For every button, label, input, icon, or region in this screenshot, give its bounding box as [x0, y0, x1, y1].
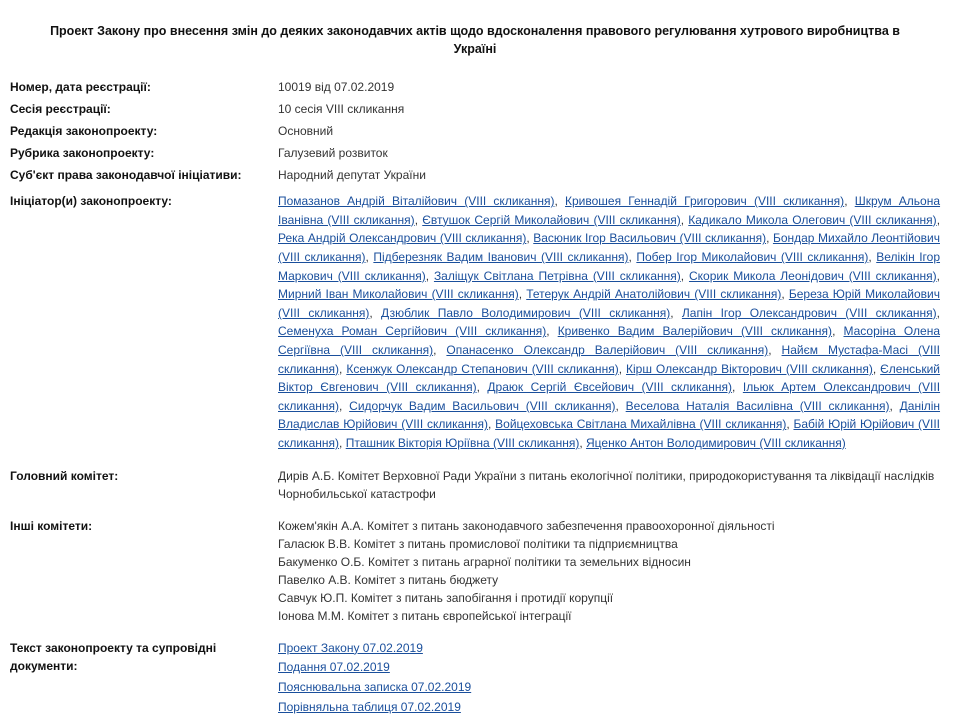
other-committee-line: Савчук Ю.П. Комітет з питань запобігання і протидії корупції: [278, 590, 614, 605]
document-link[interactable]: Порівняльна таблиця 07.02.2019: [278, 699, 461, 714]
initiator-link[interactable]: Лапін Ігор Олександрович (VIII скликання): [681, 305, 937, 320]
initiators-value: [278, 186, 940, 454]
initiator-link[interactable]: Дзюблик Павло Володимирович (VIII скликання): [381, 305, 671, 320]
initiators-list: Помазанов Андрій Віталійович (VIII скликання), Кривошея Геннадій Григорович (VIII скликання), Шкрум Альона Іванівна (VIII скликання), Євтушок Сергій Миколайович (VIII скликання), Кадикало Микола Олегович (VIII скликання), Река Андрій Олександрович (VIII скликання), Васюник Ігор Васильович (VIII скликання), Бондар Михайло Леонтійович (VIII скликання), Підберезняк Вадим Іванович (VIII скликання), Побер Ігор Миколайович (VIII скликання), Велікін Ігор Маркович (VIII скликання), Заліщук Світлана Петрівна (VIII скликання), Скорик Микола Леонідович (VIII скликання), Мирний Іван Миколайович (VIII скликання), Тетерук Андрій Анатолійович (VIII скликання), Береза Юрій Миколайович (VIII скликання), Дзюблик Павло Володимирович (VIII скликання), Лапін Ігор Олександрович (VIII скликання), Семенуха Роман Сергійович (VIII скликання), Кривенко Вадим Валерійович (VIII скликання), Масоріна Олена Сергіївна (VIII скликання), Опанасенко Олександр Валерійович (VIII скликання), Найєм Мустафа-Масі (VIII скликання), Ксенжук Олександр Степанович (VIII скликання), Кірш Олександр Вікторович (VIII скликання), Єленський Віктор Євгенович (VIII скликання), Драюк Сергій Євсейович (VIII скликання), Ільюк Артем Олександрович (VIII скликання), Сидорчук Вадим Васильович (VIII скликання), Веселова Наталія Василівна (VIII скликання), Данілін Владислав Юрійович (VIII скликання), Войцеховська Світлана Михайлівна (VIII скликання), Бабій Юрій Юрійович (VIII скликання), Пташник Вікторія Юріївна (VIII скликання), Яценко Антон Володимирович (VIII скликання): [278, 194, 941, 450]
initiator-link[interactable]: Драюк Сергій Євсейович (VIII скликання): [487, 380, 733, 395]
initiator-link[interactable]: Бабій Юрій Юрійович (VIII скликання): [278, 417, 941, 450]
initiator-link[interactable]: Велікін Ігор Маркович (VIII скликання): [278, 250, 941, 283]
revision-label: Редакція законопроекту:: [10, 124, 158, 139]
number-date-label: Номер, дата реєстрації:: [10, 80, 151, 95]
initiator-link[interactable]: Ільюк Артем Олександрович (VIII скликання): [278, 380, 941, 413]
initiator-link[interactable]: Река Андрій Олександрович (VIII скликання): [278, 231, 527, 246]
initiator-link[interactable]: Найєм Мустафа-Масі (VIII скликання): [278, 343, 940, 376]
table-row: [10, 515, 940, 627]
session-value: 10 сесія VIII скликання: [278, 102, 405, 117]
documents-value: [278, 637, 940, 720]
initiator-link[interactable]: Пташник Вікторія Юріївна (VIII скликання): [345, 435, 580, 450]
table-row: [10, 120, 940, 142]
table-row: [10, 76, 940, 98]
initiator-link[interactable]: Опанасенко Олександр Валерійович (VIII скликання): [446, 343, 769, 357]
initiator-link[interactable]: Кривенко Вадим Валерійович (VIII скликання): [557, 324, 833, 339]
table-row: [10, 186, 940, 454]
main-committee-value: [278, 465, 940, 505]
initiator-link[interactable]: Кривошея Геннадій Григорович (VIII скликання): [565, 194, 845, 209]
table-row: [10, 98, 940, 120]
other-committees-label: Інші комітети:: [10, 518, 93, 533]
initiator-link[interactable]: Масоріна Олена Сергіївна (VIII скликання): [278, 324, 940, 357]
other-committee-line: Кожем'якін А.А. Комітет з питань законодавчого забезпечення правоохоронної діяльності: [278, 518, 775, 533]
other-committees-value: [278, 515, 940, 627]
initiator-link[interactable]: Заліщук Світлана Петрівна (VIII скликання): [433, 268, 681, 283]
table-row: [10, 142, 940, 164]
document-link[interactable]: Пояснювальна записка 07.02.2019: [278, 680, 472, 695]
table-row: [10, 465, 940, 505]
other-committees-lines: [278, 517, 940, 625]
other-committee-line: Павелко А.В. Комітет з питань бюджету: [278, 572, 499, 587]
subject-label: Суб'єкт права законодавчої ініціативи:: [10, 168, 242, 183]
document-link[interactable]: Проект Закону 07.02.2019: [278, 640, 423, 655]
table-row: [10, 164, 940, 186]
initiator-link[interactable]: Мирний Іван Миколайович (VIII скликання): [278, 287, 519, 302]
initiator-link[interactable]: Шкрум Альона Іванівна (VIII скликання): [278, 194, 941, 227]
initiator-link[interactable]: Кірш Олександр Вікторович (VIII скликання): [626, 361, 873, 376]
table-row: [10, 637, 940, 720]
session-label: Сесія реєстрації:: [10, 102, 111, 117]
rubric-label: Рубрика законопроекту:: [10, 146, 155, 161]
spacer-row: [10, 455, 940, 465]
page-title: Проект Закону про внесення змін до деяких законодавчих актів щодо вдосконалення правового регулювання хутрового виробництва в Україні: [50, 24, 900, 57]
main-committee-line: Чорнобильської катастрофи: [278, 486, 436, 501]
initiator-link[interactable]: Ксенжук Олександр Степанович (VIII скликання): [346, 361, 619, 376]
spacer-row: [10, 505, 940, 515]
initiator-link[interactable]: Веселова Наталія Василівна (VIII скликання): [625, 398, 890, 413]
initiator-link[interactable]: Бондар Михайло Леонтійович (VIII скликання): [278, 231, 940, 265]
rubric-value: Галузевий розвиток: [278, 146, 388, 161]
documents-label: Текст законопроекту та супровідні документи:: [10, 640, 217, 673]
other-committee-line: Галасюк В.В. Комітет з питань промислової політики та підприємництва: [278, 536, 678, 551]
initiator-link[interactable]: Семенуха Роман Сергійович (VIII скликання): [278, 324, 547, 339]
initiator-link[interactable]: Єленський Віктор Євгенович (VIII скликання): [278, 361, 941, 395]
initiator-link[interactable]: Яценко Антон Володимирович (VIII скликання): [586, 435, 846, 450]
initiator-link[interactable]: Васюник Ігор Васильович (VIII скликання): [533, 231, 767, 246]
spacer-row: [10, 627, 940, 637]
other-committee-line: Іонова М.М. Комітет з питань європейської інтеграції: [278, 608, 572, 623]
initiator-link[interactable]: Кадикало Микола Олегович (VIII скликання): [688, 212, 937, 227]
initiator-link[interactable]: Підберезняк Вадим Іванович (VIII скликання): [373, 250, 629, 265]
other-committee-line: Бакуменко О.Б. Комітет з питань аграрної політики та земельних відносин: [278, 554, 691, 569]
initiator-link[interactable]: Євтушок Сергій Миколайович (VIII скликання): [422, 212, 681, 227]
initiator-link[interactable]: Тетерук Андрій Анатолійович (VIII скликання): [526, 287, 782, 302]
document-link[interactable]: Подання 07.02.2019: [278, 660, 390, 675]
bill-metadata-table: [10, 76, 940, 720]
initiator-link[interactable]: Данілін Владислав Юрійович (VIII скликання): [278, 398, 941, 432]
main-committee-lines: [278, 467, 940, 503]
initiator-link[interactable]: Побер Ігор Миколайович (VIII скликання): [636, 250, 869, 265]
revision-value: Основний: [278, 124, 334, 139]
initiator-link[interactable]: Войцеховська Світлана Михайлівна (VIII скликання): [495, 417, 787, 432]
documents-link-list: [278, 639, 940, 718]
initiators-label: Ініціатор(и) законопроекту:: [10, 194, 172, 209]
initiator-link[interactable]: Скорик Микола Леонідович (VIII скликання): [688, 268, 937, 283]
number-date-value: 10019 від 07.02.2019: [278, 80, 395, 95]
main-committee-label: Головний комітет:: [10, 468, 119, 483]
initiator-link[interactable]: Сидорчук Вадим Васильович (VIII скликання): [349, 398, 616, 413]
subject-value: Народний депутат України: [278, 168, 426, 183]
initiator-link[interactable]: Помазанов Андрій Віталійович (VIII скликання): [278, 194, 555, 209]
main-committee-line: Дирів А.Б. Комітет Верховної Ради України з питань екологічної політики, природокористування та ліквідації наслідків: [278, 468, 935, 483]
initiator-link[interactable]: Береза Юрій Миколайович (VIII скликання): [278, 287, 940, 320]
